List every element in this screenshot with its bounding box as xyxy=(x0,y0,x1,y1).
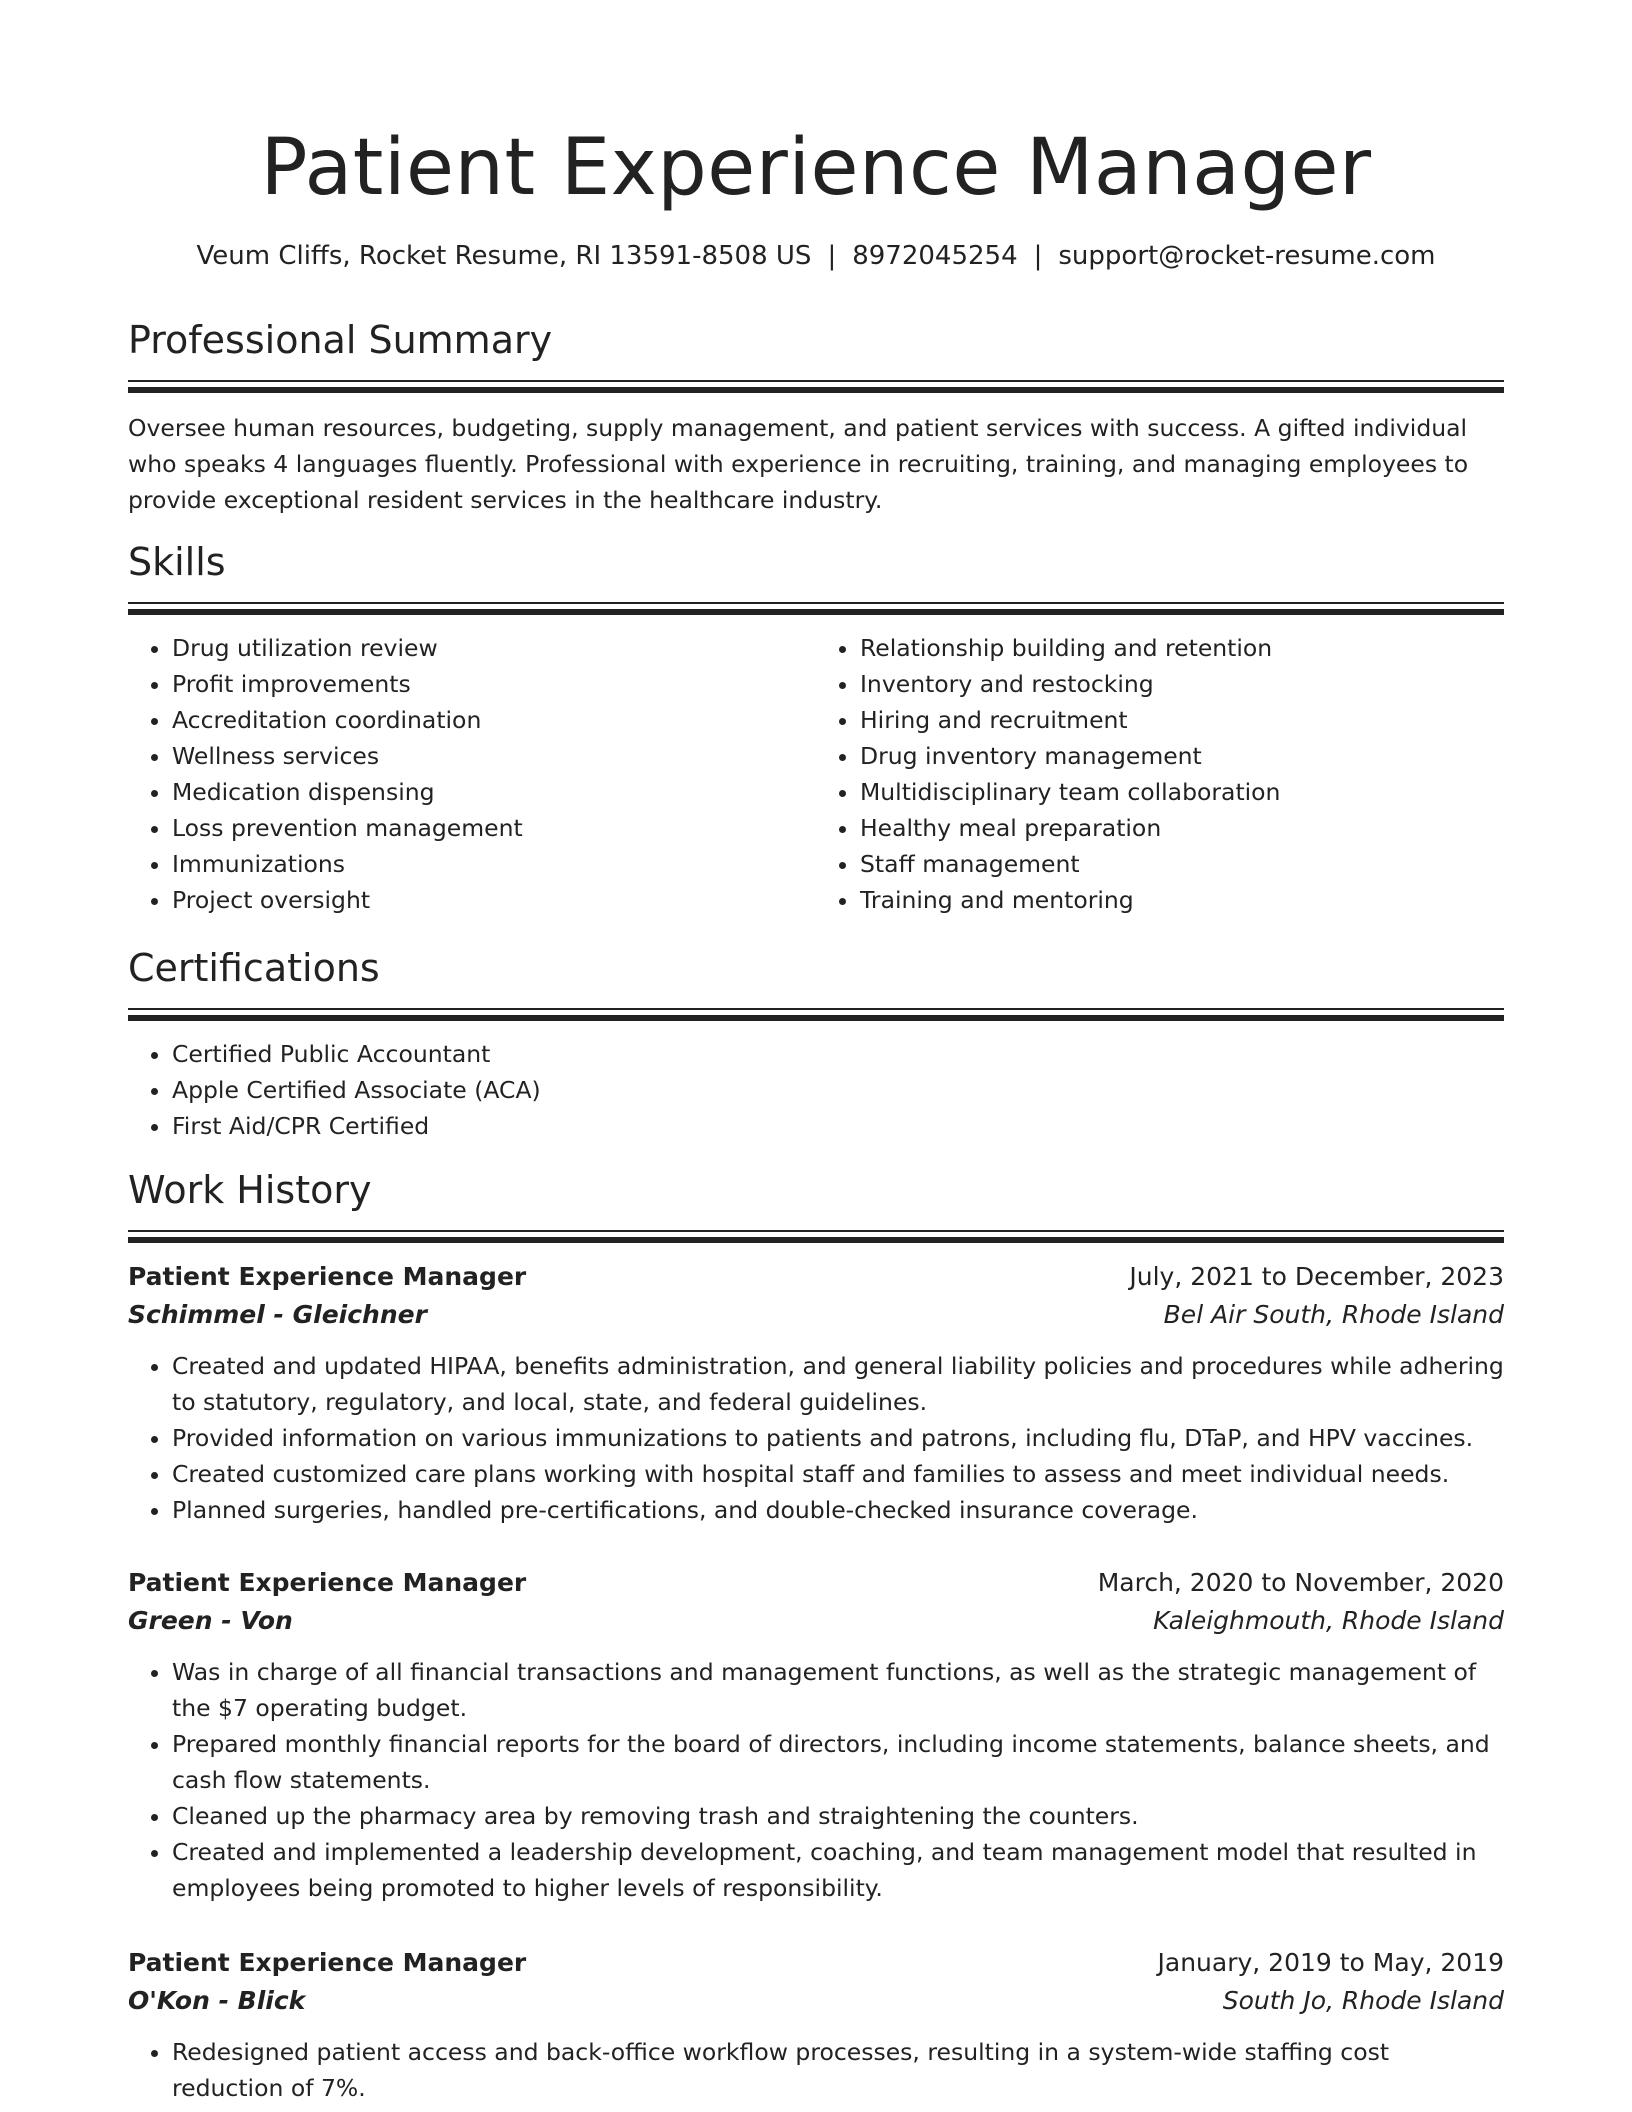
summary-title: Professional Summary xyxy=(128,318,553,362)
skill-item: • Medication dispensing xyxy=(172,774,816,810)
job-bullet: • Cleaned up the pharmacy area by removing trash and straightening the counters. xyxy=(172,1798,1504,1834)
skill-item: • Training and mentoring xyxy=(860,882,1504,918)
job-bullet: • Planned surgeries, handled pre-certifications, and double-checked insurance coverage. xyxy=(172,1492,1504,1528)
work-section xyxy=(128,1164,1504,1242)
contact-separator: | xyxy=(827,241,837,271)
section-divider xyxy=(128,602,1504,614)
summary-section xyxy=(128,314,1504,518)
job-subheader xyxy=(128,1296,1504,1334)
job-bullets xyxy=(128,1654,1504,1906)
contact-email: support@rocket-resume.com xyxy=(1058,241,1436,271)
job-entry xyxy=(128,1564,1504,1906)
job-bullet: • Prepared monthly financial reports for the board of directors, including income statements, balance sheets, and cash flow statements. xyxy=(172,1726,1504,1798)
certifications-list xyxy=(128,1036,1504,1144)
job-bullets xyxy=(128,1348,1504,1528)
job-company: Schimmel - Gleichner xyxy=(128,1300,427,1329)
skill-item: • Accreditation coordination xyxy=(172,702,816,738)
job-company: O'Kon - Blick xyxy=(128,1986,306,2015)
contact-separator: | xyxy=(1033,241,1043,271)
job-bullet: • Created and updated HIPAA, benefits administration, and general liability policies and procedures while adhering to statutory, regulatory, and local, state, and federal guidelines. xyxy=(172,1348,1504,1420)
section-divider xyxy=(128,1008,1504,1020)
certification-item: • First Aid/CPR Certified xyxy=(172,1108,1504,1144)
job-bullets xyxy=(128,2034,1504,2106)
certifications-title: Certifications xyxy=(128,946,380,990)
job-entry xyxy=(128,1944,1504,2106)
job-bullet: • Was in charge of all financial transactions and management functions, as well as the strategic management of the $7 operating budget. xyxy=(172,1654,1504,1726)
work-title: Work History xyxy=(128,1168,372,1212)
skills-left-list xyxy=(128,630,816,918)
job-location: Kaleighmouth, Rhode Island xyxy=(1153,1606,1504,1635)
job-bullet: • Provided information on various immunizations to patients and patrons, including flu, DTaP, and HPV vaccines. xyxy=(172,1420,1504,1456)
section-divider xyxy=(128,1230,1504,1242)
job-location: Bel Air South, Rhode Island xyxy=(1163,1300,1504,1329)
contact-line xyxy=(128,236,1504,276)
resume-name: Patient Experience Manager xyxy=(260,123,1372,213)
skill-item: • Healthy meal preparation xyxy=(860,810,1504,846)
certification-item: • Apple Certified Associate (ACA) xyxy=(172,1072,1504,1108)
skills-right-list xyxy=(816,630,1504,918)
job-title: Patient Experience Manager xyxy=(128,1568,527,1597)
skill-item: • Staff management xyxy=(860,846,1504,882)
certification-item: • Certified Public Accountant xyxy=(172,1036,1504,1072)
skills-title: Skills xyxy=(128,540,226,584)
skill-item: • Multidisciplinary team collaboration xyxy=(860,774,1504,810)
job-title: Patient Experience Manager xyxy=(128,1262,527,1291)
job-header xyxy=(128,1258,1504,1296)
job-dates: March, 2020 to November, 2020 xyxy=(1097,1568,1504,1597)
skill-item: • Profit improvements xyxy=(172,666,816,702)
skill-item: • Project oversight xyxy=(172,882,816,918)
skill-item: • Drug utilization review xyxy=(172,630,816,666)
job-company: Green - Von xyxy=(128,1606,293,1635)
job-bullet: • Created and implemented a leadership development, coaching, and team management model that resulted in employees being promoted to higher levels of responsibility. xyxy=(172,1834,1504,1906)
job-subheader xyxy=(128,1602,1504,1640)
contact-address: Veum Cliffs, Rocket Resume, RI 13591-8508 US xyxy=(196,241,812,271)
job-location: South Jo, Rhode Island xyxy=(1222,1986,1504,2015)
job-bullet: • Redesigned patient access and back-office workflow processes, resulting in a system-wide staffing cost reduction of 7%. xyxy=(172,2034,1504,2106)
skill-item: • Wellness services xyxy=(172,738,816,774)
contact-phone: 8972045254 xyxy=(852,241,1018,271)
job-entry xyxy=(128,1258,1504,1528)
job-header xyxy=(128,1944,1504,1982)
skill-item: • Inventory and restocking xyxy=(860,666,1504,702)
skill-item: • Relationship building and retention xyxy=(860,630,1504,666)
skill-item: • Immunizations xyxy=(172,846,816,882)
skills-grid xyxy=(128,630,1504,918)
skill-item: • Hiring and recruitment xyxy=(860,702,1504,738)
summary-text: Oversee human resources, budgeting, supply management, and patient services with success. A gifted individual who speaks 4 languages fluently. Professional with experience in recruiting, training, and managing employees to provide exceptional resident services in the healthcare industry. xyxy=(128,414,1469,514)
job-subheader xyxy=(128,1982,1504,2020)
skill-item: • Loss prevention management xyxy=(172,810,816,846)
skill-item: • Drug inventory management xyxy=(860,738,1504,774)
job-bullet: • Created customized care plans working with hospital staff and families to assess and meet individual needs. xyxy=(172,1456,1504,1492)
certifications-section xyxy=(128,942,1504,1144)
job-header xyxy=(128,1564,1504,1602)
job-dates: July, 2021 to December, 2023 xyxy=(1129,1262,1504,1291)
job-dates: January, 2019 to May, 2019 xyxy=(1157,1948,1504,1977)
section-divider xyxy=(128,380,1504,392)
job-title: Patient Experience Manager xyxy=(128,1948,527,1977)
skills-section xyxy=(128,536,1504,918)
